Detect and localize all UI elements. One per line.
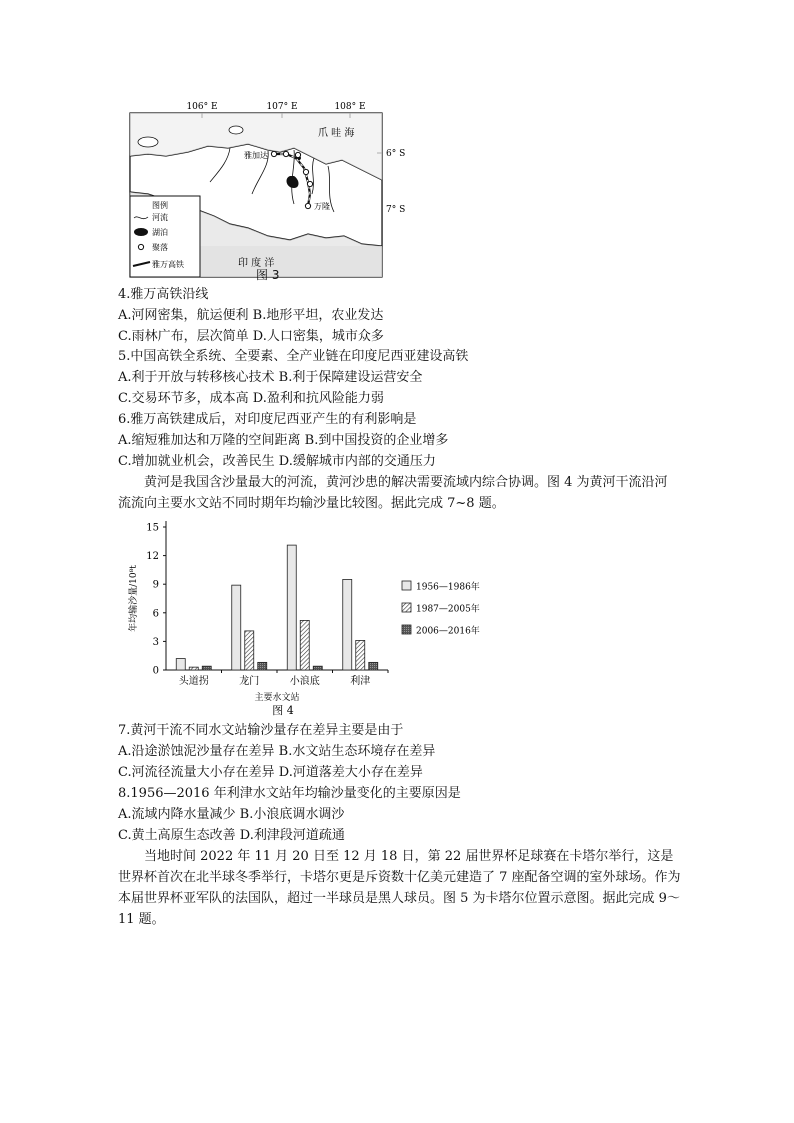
bar-头道拐	[189, 667, 198, 670]
q7-stem: 7.黄河干流不同水文站输沙量存在差异主要是由于	[118, 723, 404, 738]
q6-options-cd: C.增加就业机会，改善民生 D.缓解城市内部的交通压力	[118, 454, 436, 469]
y-tick-label: 9	[152, 579, 159, 591]
settlement-marker	[303, 169, 308, 174]
settlement-marker	[283, 151, 288, 156]
q4-stem: 4.雅万高铁沿线	[118, 287, 209, 302]
q5-options-ab: A.利于开放与转移核心技术 B.利于保障建设运营安全	[118, 370, 423, 385]
city-label-bandung: 万隆	[314, 202, 330, 211]
q8-options-cd: C.黄土高原生态改善 D.利津段河道疏通	[118, 828, 345, 843]
legend-swatch	[402, 581, 411, 590]
bar-利津	[369, 662, 378, 670]
bar-小浪底	[287, 545, 296, 670]
lat-label: 7° S	[386, 205, 406, 215]
legend-label: 2006—2016年	[416, 626, 480, 637]
figure4-caption: 图 4	[272, 704, 294, 717]
figure4-chart	[118, 513, 498, 718]
x-tick-label: 头道拐	[178, 676, 209, 687]
settlement-marker	[305, 203, 310, 208]
legend-settlement: 聚落	[152, 243, 168, 252]
y-tick-label: 12	[146, 551, 159, 563]
y-tick-label: 0	[152, 665, 159, 677]
q5-options-cd: C.交易环节多，成本高 D.盈利和抗风险能力弱	[118, 391, 384, 406]
legend-lake: 湖泊	[152, 228, 168, 237]
bar-利津	[356, 640, 365, 670]
legend-label: 1956—1986年	[416, 582, 480, 593]
bar-龙门	[232, 585, 241, 670]
legend-swatch	[402, 625, 411, 634]
y-tick-label: 15	[146, 522, 159, 534]
sea-label-north: 爪 哇 海	[318, 128, 355, 139]
legend-label: 1987—2005年	[416, 604, 480, 615]
y-tick-label: 6	[152, 608, 159, 620]
figure3-map	[118, 96, 408, 282]
x-tick-label: 利津	[350, 676, 371, 687]
q4-options-ab: A.河网密集，航运便利 B.地形平坦，农业发达	[118, 308, 384, 323]
q6-options-ab: A.缩短雅加达和万隆的空间距离 B.到中国投资的企业增多	[118, 433, 449, 448]
bar-小浪底	[300, 620, 309, 670]
bar-头道拐	[202, 666, 211, 670]
sea-label-south: 印 度 洋	[238, 258, 275, 269]
q7-options-cd: C.河流径流量大小存在差异 D.河道落差大小存在差异	[118, 765, 423, 780]
city-label-jakarta: 雅加达	[244, 151, 268, 160]
legend-river: 河流	[152, 213, 168, 222]
bar-龙门	[258, 662, 267, 670]
bar-头道拐	[176, 659, 185, 670]
lon-label: 106° E	[186, 102, 218, 112]
intro-yellow-river: 黄河是我国含沙量最大的河流，黄河沙患的解决需要流域内综合协调。图 4 为黄河干流沿河流流向主要水文站不同时期年均输沙量比较图。据此完成 7~8 题。	[118, 475, 668, 511]
q8-stem: 8.1956—2016 年利津水文站年均输沙量变化的主要原因是	[118, 786, 461, 801]
lon-label: 108° E	[334, 102, 366, 112]
legend-settlement-symbol	[138, 244, 143, 249]
bar-小浪底	[313, 666, 322, 670]
map-legend	[130, 196, 200, 277]
q7-options-ab: A.沿途淤蚀泥沙量存在差异 B.水文站生态环境存在差异	[118, 744, 436, 759]
x-axis-label: 主要水文站	[254, 693, 300, 703]
q4-options-cd: C.雨林广布，层次简单 D.人口密集，城市众多	[118, 329, 384, 344]
x-tick-label: 小浪底	[289, 676, 320, 687]
q5-stem: 5.中国高铁全系统、全要素、全产业链在印度尼西亚建设高铁	[118, 349, 469, 364]
bar-龙门	[245, 631, 254, 670]
x-tick-label: 龙门	[239, 676, 260, 687]
legend-title: 图例	[152, 201, 168, 210]
q8-options-ab: A.流域内降水量减少 B.小浪底调水调沙	[118, 807, 345, 822]
q6-stem: 6.雅万高铁建成后，对印度尼西亚产生的有利影响是	[118, 412, 417, 427]
legend-lake-symbol	[134, 228, 148, 236]
y-tick-label: 3	[152, 636, 159, 648]
legend-swatch	[402, 603, 411, 612]
settlement-marker	[295, 152, 300, 157]
y-axis-label: 年均输沙量/10⁸t	[129, 565, 139, 632]
settlement-marker	[271, 151, 276, 156]
lon-label: 107° E	[266, 102, 298, 112]
legend-railway: 雅万高铁	[152, 260, 184, 269]
bar-利津	[343, 579, 352, 670]
intro-worldcup: 当地时间 2022 年 11 月 20 日至 12 月 18 日，第 22 届世界杯足球赛在卡塔尔举行，这是世界杯首次在北半球冬季举行，卡塔尔更是斥资数十亿美元建造了 7 座配备空调的室外球场。作为本届世界杯亚军队的法国队，超过一半球员是黑人球员。图 5 为卡塔尔位置示意图。据此完成 9～11 题。	[118, 849, 681, 927]
settlement-marker	[307, 181, 312, 186]
figure3-caption: 图 3	[256, 268, 280, 282]
lat-label: 6° S	[386, 149, 406, 159]
